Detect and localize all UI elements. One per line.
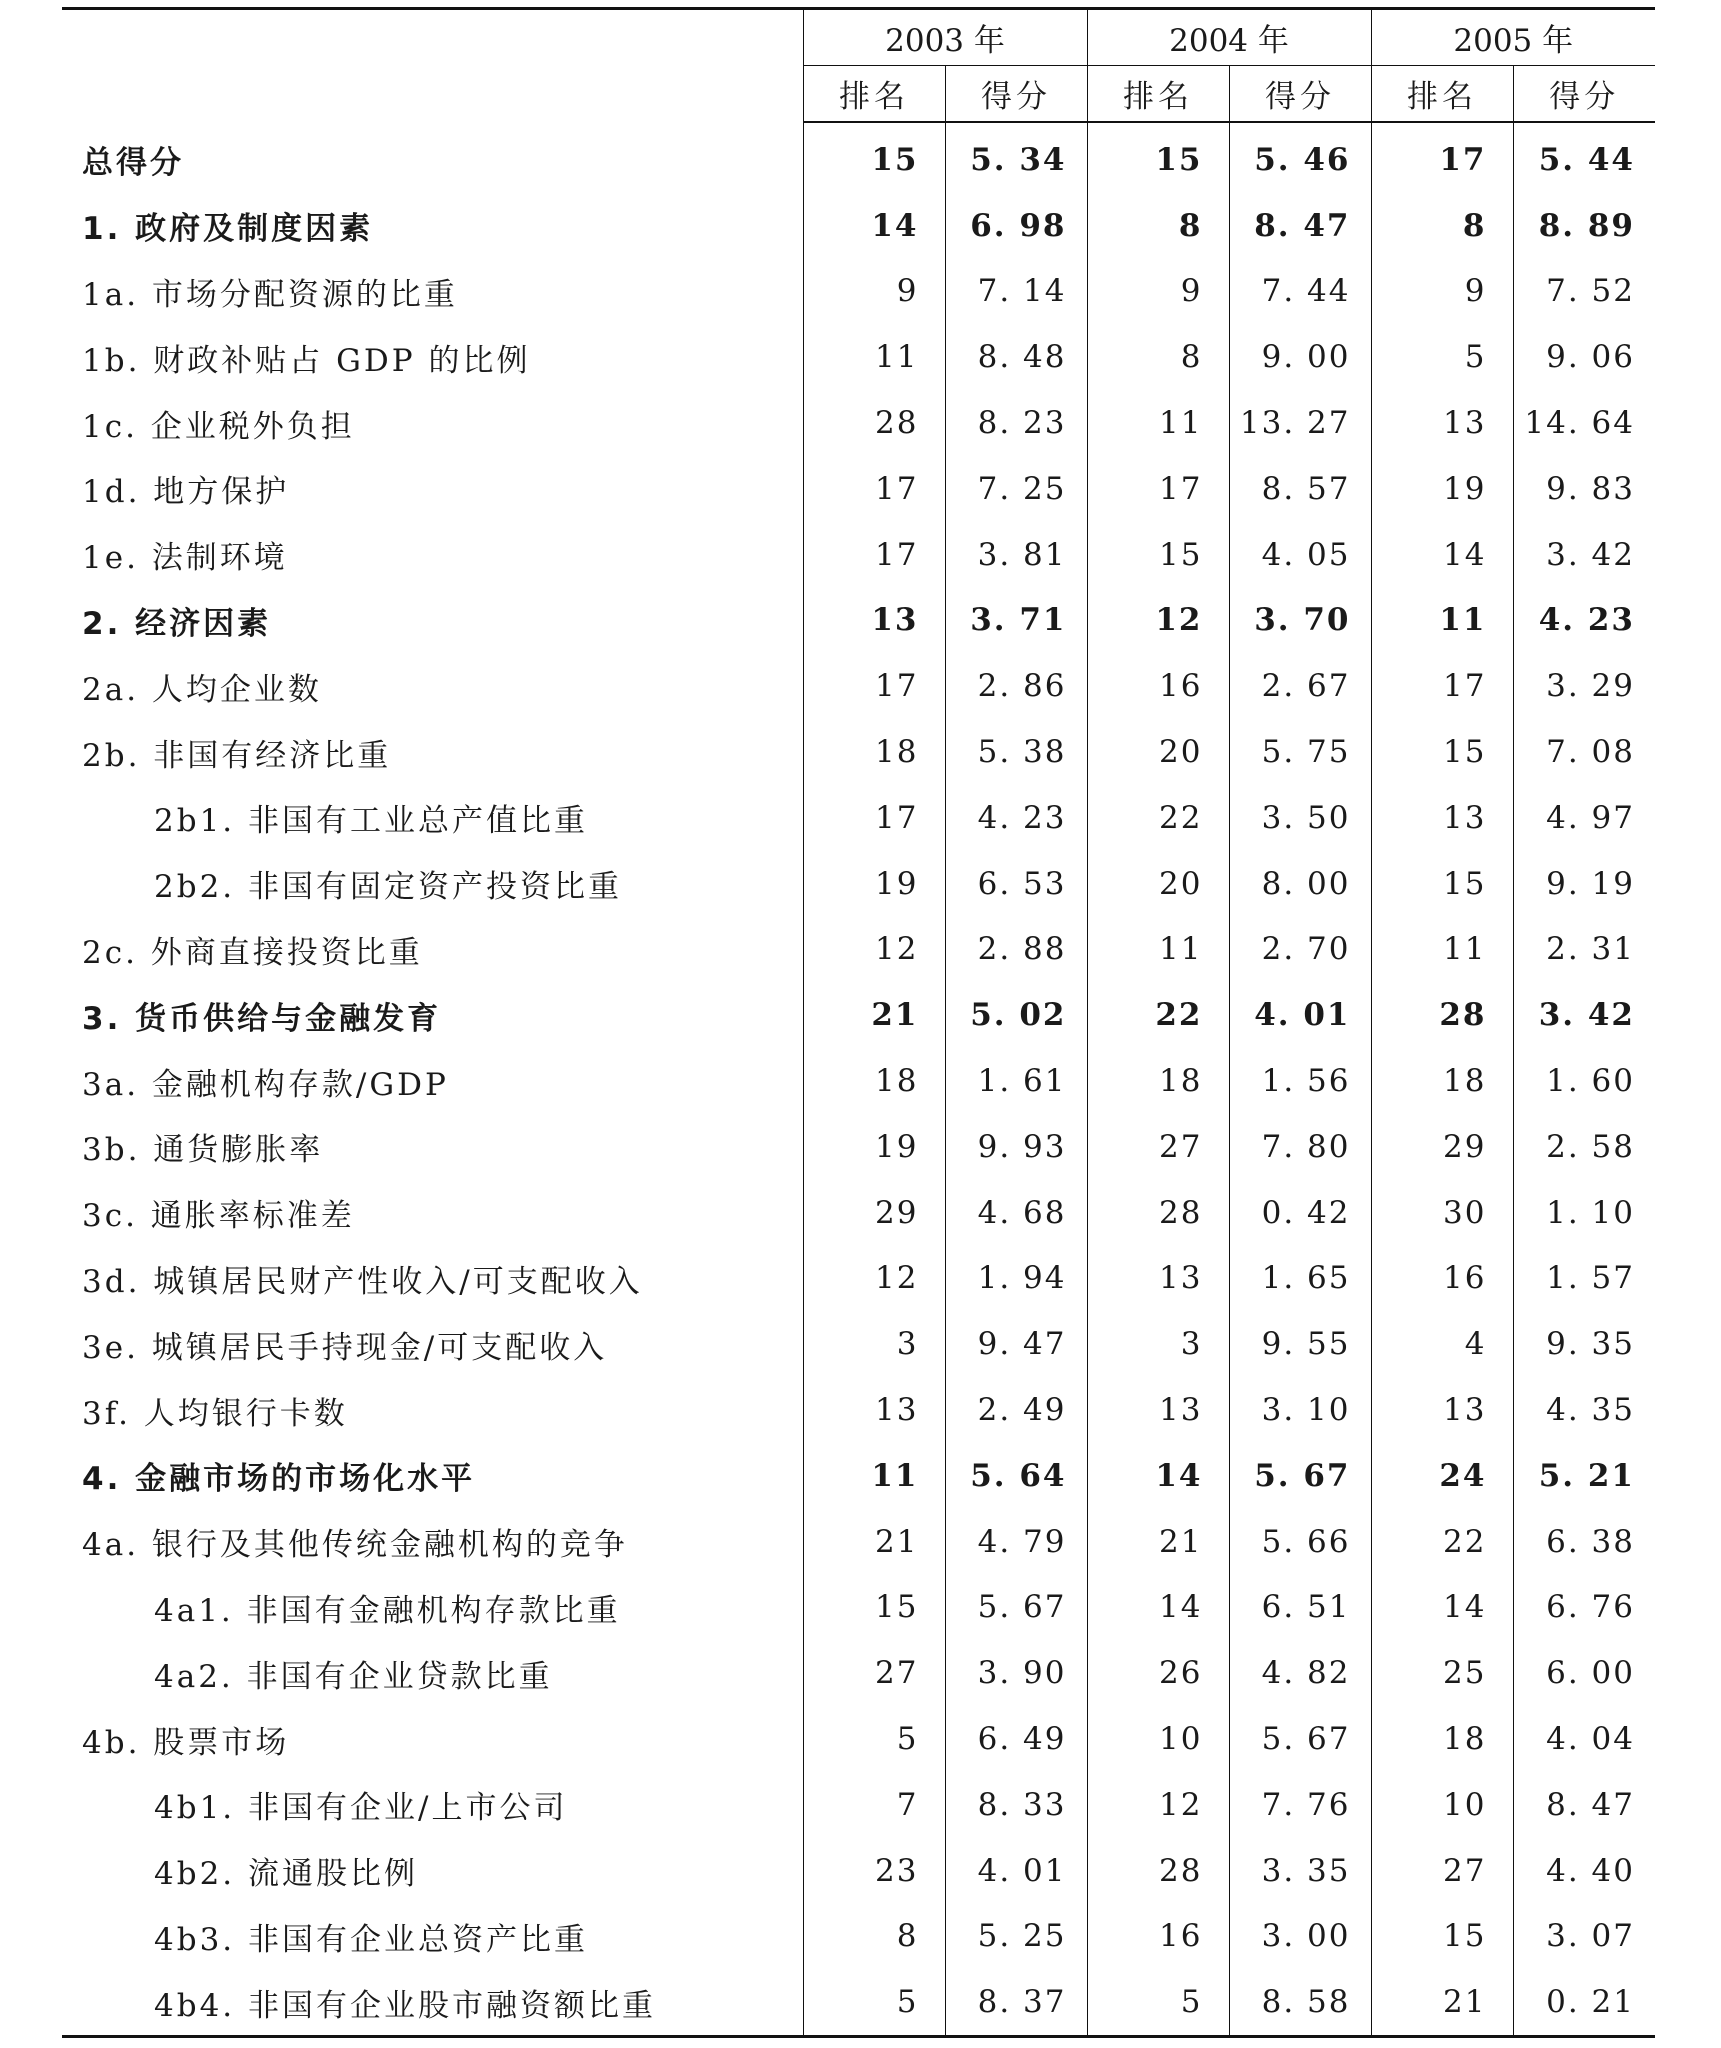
score-2005-cell: 3. 29	[1513, 653, 1655, 719]
rank-2003-cell: 15	[803, 122, 945, 193]
rank-2004-cell: 16	[1087, 653, 1229, 719]
row-label: 4b. 股票市场	[82, 1724, 290, 1761]
rank-2004-cell: 8	[1087, 324, 1229, 390]
rank-2003-cell: 17	[803, 785, 945, 851]
score-2003-cell: 5. 34	[945, 122, 1087, 193]
score-2003-cell: 4. 23	[945, 785, 1087, 851]
score-2003-cell: 1. 61	[945, 1048, 1087, 1114]
rank-2003-cell: 3	[803, 1311, 945, 1377]
score-2004-cell: 4. 05	[1229, 522, 1371, 588]
rank-2005-cell: 13	[1371, 390, 1513, 456]
ranking-score-table	[62, 7, 1655, 2038]
rank-2003-cell: 13	[803, 588, 945, 654]
rank-2005-cell: 27	[1371, 1838, 1513, 1904]
score-header: 得分	[945, 66, 1087, 123]
score-2003-cell: 3. 90	[945, 1640, 1087, 1706]
score-2003-cell: 3. 81	[945, 522, 1087, 588]
rank-2005-cell: 29	[1371, 1114, 1513, 1180]
table-header	[62, 9, 1655, 123]
rank-2003-cell: 28	[803, 390, 945, 456]
rank-2004-cell: 15	[1087, 522, 1229, 588]
rank-2005-cell: 4	[1371, 1311, 1513, 1377]
score-2003-cell: 6. 98	[945, 193, 1087, 259]
rank-2004-cell: 3	[1087, 1311, 1229, 1377]
rank-2005-cell: 13	[1371, 1377, 1513, 1443]
score-2005-cell: 5. 44	[1513, 122, 1655, 193]
row-label: 3b. 通货膨胀率	[82, 1132, 324, 1169]
score-2004-cell: 7. 44	[1229, 259, 1371, 325]
rank-2004-cell: 10	[1087, 1706, 1229, 1772]
score-2003-cell: 8. 37	[945, 1969, 1087, 2036]
score-2004-cell: 1. 56	[1229, 1048, 1371, 1114]
row-label: 3c. 通胀率标准差	[82, 1198, 355, 1235]
score-2003-cell: 9. 93	[945, 1114, 1087, 1180]
row-label: 1a. 市场分配资源的比重	[82, 276, 458, 313]
rank-2003-cell: 19	[803, 1114, 945, 1180]
rank-2004-cell: 13	[1087, 1246, 1229, 1312]
score-2004-cell: 2. 67	[1229, 653, 1371, 719]
score-2005-cell: 5. 21	[1513, 1443, 1655, 1509]
score-2003-cell: 2. 86	[945, 653, 1087, 719]
score-2003-cell: 3. 71	[945, 588, 1087, 654]
score-2004-cell: 5. 66	[1229, 1509, 1371, 1575]
row-label: 2a. 人均企业数	[82, 671, 322, 708]
table-body	[62, 122, 1655, 2037]
rank-2004-cell: 26	[1087, 1640, 1229, 1706]
score-2003-cell: 5. 64	[945, 1443, 1087, 1509]
score-2005-cell: 4. 35	[1513, 1377, 1655, 1443]
score-2003-cell: 1. 94	[945, 1246, 1087, 1312]
score-2003-cell: 5. 38	[945, 719, 1087, 785]
rank-2004-cell: 27	[1087, 1114, 1229, 1180]
score-2005-cell: 3. 42	[1513, 982, 1655, 1048]
score-2003-cell: 8. 23	[945, 390, 1087, 456]
rank-2005-cell: 11	[1371, 917, 1513, 983]
rank-2003-cell: 18	[803, 719, 945, 785]
rank-2005-cell: 28	[1371, 982, 1513, 1048]
score-2003-cell: 6. 53	[945, 851, 1087, 917]
score-2005-cell: 8. 89	[1513, 193, 1655, 259]
table-row	[62, 1838, 1655, 1904]
score-2003-cell: 4. 79	[945, 1509, 1087, 1575]
score-2005-cell: 7. 08	[1513, 719, 1655, 785]
row-label: 4b3. 非国有企业总资产比重	[154, 1921, 588, 1958]
rank-2004-cell: 9	[1087, 259, 1229, 325]
row-label: 总得分	[82, 144, 184, 181]
table-row	[62, 1311, 1655, 1377]
row-label: 2b2. 非国有固定资产投资比重	[154, 869, 622, 906]
rank-2004-cell: 21	[1087, 1509, 1229, 1575]
table-row	[62, 522, 1655, 588]
score-2005-cell: 6. 00	[1513, 1640, 1655, 1706]
score-2005-cell: 9. 06	[1513, 324, 1655, 390]
score-2005-cell: 3. 07	[1513, 1904, 1655, 1970]
rank-2003-cell: 19	[803, 851, 945, 917]
rank-2005-cell: 5	[1371, 324, 1513, 390]
row-label: 4b4. 非国有企业股市融资额比重	[154, 1987, 656, 2024]
score-2005-cell: 8. 47	[1513, 1772, 1655, 1838]
score-2004-cell: 13. 27	[1229, 390, 1371, 456]
score-2003-cell: 5. 02	[945, 982, 1087, 1048]
score-2005-cell: 6. 76	[1513, 1575, 1655, 1641]
rank-2003-cell: 21	[803, 1509, 945, 1575]
row-label: 2c. 外商直接投资比重	[82, 934, 423, 971]
year-header-2005: 2005 年	[1371, 9, 1655, 66]
table-row	[62, 259, 1655, 325]
score-2004-cell: 3. 35	[1229, 1838, 1371, 1904]
score-2003-cell: 5. 67	[945, 1575, 1087, 1641]
row-label: 4. 金融市场的市场化水平	[82, 1461, 476, 1498]
score-2005-cell: 1. 60	[1513, 1048, 1655, 1114]
rank-2003-cell: 9	[803, 259, 945, 325]
table-row	[62, 1575, 1655, 1641]
rank-2003-cell: 14	[803, 193, 945, 259]
table-row	[62, 917, 1655, 983]
year-header-2004: 2004 年	[1087, 9, 1371, 66]
score-2003-cell: 8. 48	[945, 324, 1087, 390]
score-2004-cell: 5. 75	[1229, 719, 1371, 785]
rank-2003-cell: 21	[803, 982, 945, 1048]
score-2003-cell: 2. 49	[945, 1377, 1087, 1443]
rank-2004-cell: 11	[1087, 390, 1229, 456]
rank-2004-cell: 28	[1087, 1838, 1229, 1904]
score-2005-cell: 4. 23	[1513, 588, 1655, 654]
rank-2005-cell: 8	[1371, 193, 1513, 259]
rank-2004-cell: 22	[1087, 785, 1229, 851]
row-label: 4a1. 非国有金融机构存款比重	[154, 1592, 621, 1629]
rank-2003-cell: 12	[803, 1246, 945, 1312]
rank-2005-cell: 14	[1371, 522, 1513, 588]
score-2005-cell: 6. 38	[1513, 1509, 1655, 1575]
rank-2005-cell: 25	[1371, 1640, 1513, 1706]
score-2004-cell: 3. 50	[1229, 785, 1371, 851]
score-2005-cell: 1. 10	[1513, 1180, 1655, 1246]
rank-2005-cell: 17	[1371, 653, 1513, 719]
rank-header: 排名	[1087, 66, 1229, 123]
table-row	[62, 122, 1655, 193]
rank-2003-cell: 15	[803, 1575, 945, 1641]
score-2003-cell: 9. 47	[945, 1311, 1087, 1377]
row-label: 1. 政府及制度因素	[82, 211, 374, 248]
table-row	[62, 1640, 1655, 1706]
rank-2003-cell: 11	[803, 324, 945, 390]
rank-2003-cell: 17	[803, 653, 945, 719]
rank-2004-cell: 5	[1087, 1969, 1229, 2036]
table-row	[62, 1246, 1655, 1312]
rank-2003-cell: 8	[803, 1904, 945, 1970]
rank-2003-cell: 7	[803, 1772, 945, 1838]
table-row	[62, 785, 1655, 851]
score-2004-cell: 0. 42	[1229, 1180, 1371, 1246]
score-2004-cell: 3. 70	[1229, 588, 1371, 654]
rank-2005-cell: 30	[1371, 1180, 1513, 1246]
rank-2004-cell: 16	[1087, 1904, 1229, 1970]
year-header-2003: 2003 年	[803, 9, 1087, 66]
score-2005-cell: 9. 83	[1513, 456, 1655, 522]
score-2005-cell: 7. 52	[1513, 259, 1655, 325]
row-label: 3e. 城镇居民手持现金/可支配收入	[82, 1329, 608, 1366]
table-row	[62, 719, 1655, 785]
rank-2003-cell: 29	[803, 1180, 945, 1246]
rank-2004-cell: 20	[1087, 851, 1229, 917]
score-2005-cell: 0. 21	[1513, 1969, 1655, 2036]
score-2004-cell: 5. 67	[1229, 1443, 1371, 1509]
rank-header: 排名	[803, 66, 945, 123]
rank-2003-cell: 17	[803, 456, 945, 522]
rank-header: 排名	[1371, 66, 1513, 123]
rank-2005-cell: 18	[1371, 1706, 1513, 1772]
table-row	[62, 390, 1655, 456]
score-2003-cell: 5. 25	[945, 1904, 1087, 1970]
rank-2005-cell: 24	[1371, 1443, 1513, 1509]
rank-2005-cell: 15	[1371, 719, 1513, 785]
rank-2004-cell: 12	[1087, 1772, 1229, 1838]
rank-2005-cell: 16	[1371, 1246, 1513, 1312]
table-row	[62, 1969, 1655, 2036]
score-2003-cell: 8. 33	[945, 1772, 1087, 1838]
rank-2004-cell: 14	[1087, 1443, 1229, 1509]
score-2005-cell: 3. 42	[1513, 522, 1655, 588]
table-row	[62, 588, 1655, 654]
table-row	[62, 1377, 1655, 1443]
score-2005-cell: 4. 04	[1513, 1706, 1655, 1772]
row-label: 3f. 人均银行卡数	[82, 1395, 348, 1432]
row-label: 4b2. 流通股比例	[154, 1856, 418, 1893]
row-label: 3. 货币供给与金融发育	[82, 1000, 442, 1037]
score-2004-cell: 8. 47	[1229, 193, 1371, 259]
rank-2005-cell: 19	[1371, 456, 1513, 522]
score-2005-cell: 9. 19	[1513, 851, 1655, 917]
rank-2003-cell: 18	[803, 1048, 945, 1114]
score-2004-cell: 3. 00	[1229, 1904, 1371, 1970]
score-2004-cell: 8. 00	[1229, 851, 1371, 917]
document-page	[62, 7, 1655, 2038]
rank-2004-cell: 17	[1087, 456, 1229, 522]
rank-2004-cell: 28	[1087, 1180, 1229, 1246]
score-2003-cell: 7. 25	[945, 456, 1087, 522]
table-row	[62, 456, 1655, 522]
table-row	[62, 1443, 1655, 1509]
rank-2004-cell: 22	[1087, 982, 1229, 1048]
score-2005-cell: 2. 58	[1513, 1114, 1655, 1180]
table-row	[62, 1180, 1655, 1246]
score-2004-cell: 2. 70	[1229, 917, 1371, 983]
rank-2005-cell: 10	[1371, 1772, 1513, 1838]
row-label: 1d. 地方保护	[82, 474, 290, 511]
table-row	[62, 1048, 1655, 1114]
rank-2004-cell: 20	[1087, 719, 1229, 785]
rank-2005-cell: 9	[1371, 259, 1513, 325]
rank-2005-cell: 15	[1371, 1904, 1513, 1970]
score-2005-cell: 14. 64	[1513, 390, 1655, 456]
score-2003-cell: 4. 01	[945, 1838, 1087, 1904]
rank-2005-cell: 11	[1371, 588, 1513, 654]
score-2005-cell: 2. 31	[1513, 917, 1655, 983]
table-row	[62, 193, 1655, 259]
score-2005-cell: 4. 97	[1513, 785, 1655, 851]
score-2004-cell: 7. 76	[1229, 1772, 1371, 1838]
row-label: 1c. 企业税外负担	[82, 408, 355, 445]
score-2005-cell: 9. 35	[1513, 1311, 1655, 1377]
score-2004-cell: 8. 58	[1229, 1969, 1371, 2036]
score-2003-cell: 2. 88	[945, 917, 1087, 983]
table-row	[62, 1706, 1655, 1772]
table-row	[62, 324, 1655, 390]
table-row	[62, 851, 1655, 917]
row-label: 4b1. 非国有企业/上市公司	[154, 1790, 568, 1827]
rank-2005-cell: 13	[1371, 785, 1513, 851]
rank-2004-cell: 11	[1087, 917, 1229, 983]
rank-2004-cell: 8	[1087, 193, 1229, 259]
row-label: 3d. 城镇居民财产性收入/可支配收入	[82, 1263, 643, 1300]
table-row	[62, 1904, 1655, 1970]
rank-2005-cell: 15	[1371, 851, 1513, 917]
rank-2005-cell: 17	[1371, 122, 1513, 193]
table-row	[62, 653, 1655, 719]
table-row	[62, 1509, 1655, 1575]
header-blank-cell	[62, 9, 803, 123]
rank-2004-cell: 18	[1087, 1048, 1229, 1114]
rank-2005-cell: 18	[1371, 1048, 1513, 1114]
table-row	[62, 1114, 1655, 1180]
score-2004-cell: 5. 67	[1229, 1706, 1371, 1772]
row-label: 4a2. 非国有企业贷款比重	[154, 1658, 553, 1695]
rank-2003-cell: 11	[803, 1443, 945, 1509]
row-label: 2b1. 非国有工业总产值比重	[154, 803, 588, 840]
row-label: 3a. 金融机构存款/GDP	[82, 1066, 449, 1103]
rank-2003-cell: 13	[803, 1377, 945, 1443]
rank-2004-cell: 15	[1087, 122, 1229, 193]
score-2004-cell: 1. 65	[1229, 1246, 1371, 1312]
rank-2003-cell: 5	[803, 1706, 945, 1772]
score-2004-cell: 8. 57	[1229, 456, 1371, 522]
table-row	[62, 1772, 1655, 1838]
rank-2003-cell: 27	[803, 1640, 945, 1706]
score-2004-cell: 9. 55	[1229, 1311, 1371, 1377]
score-2005-cell: 4. 40	[1513, 1838, 1655, 1904]
rank-2004-cell: 13	[1087, 1377, 1229, 1443]
row-label: 1e. 法制环境	[82, 540, 288, 577]
rank-2005-cell: 22	[1371, 1509, 1513, 1575]
score-2004-cell: 5. 46	[1229, 122, 1371, 193]
row-label: 4a. 银行及其他传统金融机构的竞争	[82, 1527, 628, 1564]
rank-2005-cell: 14	[1371, 1575, 1513, 1641]
row-label: 2b. 非国有经济比重	[82, 737, 392, 774]
score-2003-cell: 6. 49	[945, 1706, 1087, 1772]
row-label: 2. 经济因素	[82, 605, 272, 642]
table-row	[62, 982, 1655, 1048]
rank-2004-cell: 12	[1087, 588, 1229, 654]
rank-2005-cell: 21	[1371, 1969, 1513, 2036]
score-2004-cell: 7. 80	[1229, 1114, 1371, 1180]
rank-2003-cell: 17	[803, 522, 945, 588]
score-2004-cell: 6. 51	[1229, 1575, 1371, 1641]
score-header: 得分	[1229, 66, 1371, 123]
score-2004-cell: 3. 10	[1229, 1377, 1371, 1443]
rank-2003-cell: 23	[803, 1838, 945, 1904]
rank-2003-cell: 12	[803, 917, 945, 983]
score-2004-cell: 4. 82	[1229, 1640, 1371, 1706]
score-2003-cell: 7. 14	[945, 259, 1087, 325]
row-label: 1b. 财政补贴占 GDP 的比例	[82, 342, 531, 379]
rank-2003-cell: 5	[803, 1969, 945, 2036]
score-2003-cell: 4. 68	[945, 1180, 1087, 1246]
score-2004-cell: 9. 00	[1229, 324, 1371, 390]
score-2005-cell: 1. 57	[1513, 1246, 1655, 1312]
score-header: 得分	[1513, 66, 1655, 123]
score-2004-cell: 4. 01	[1229, 982, 1371, 1048]
rank-2004-cell: 14	[1087, 1575, 1229, 1641]
